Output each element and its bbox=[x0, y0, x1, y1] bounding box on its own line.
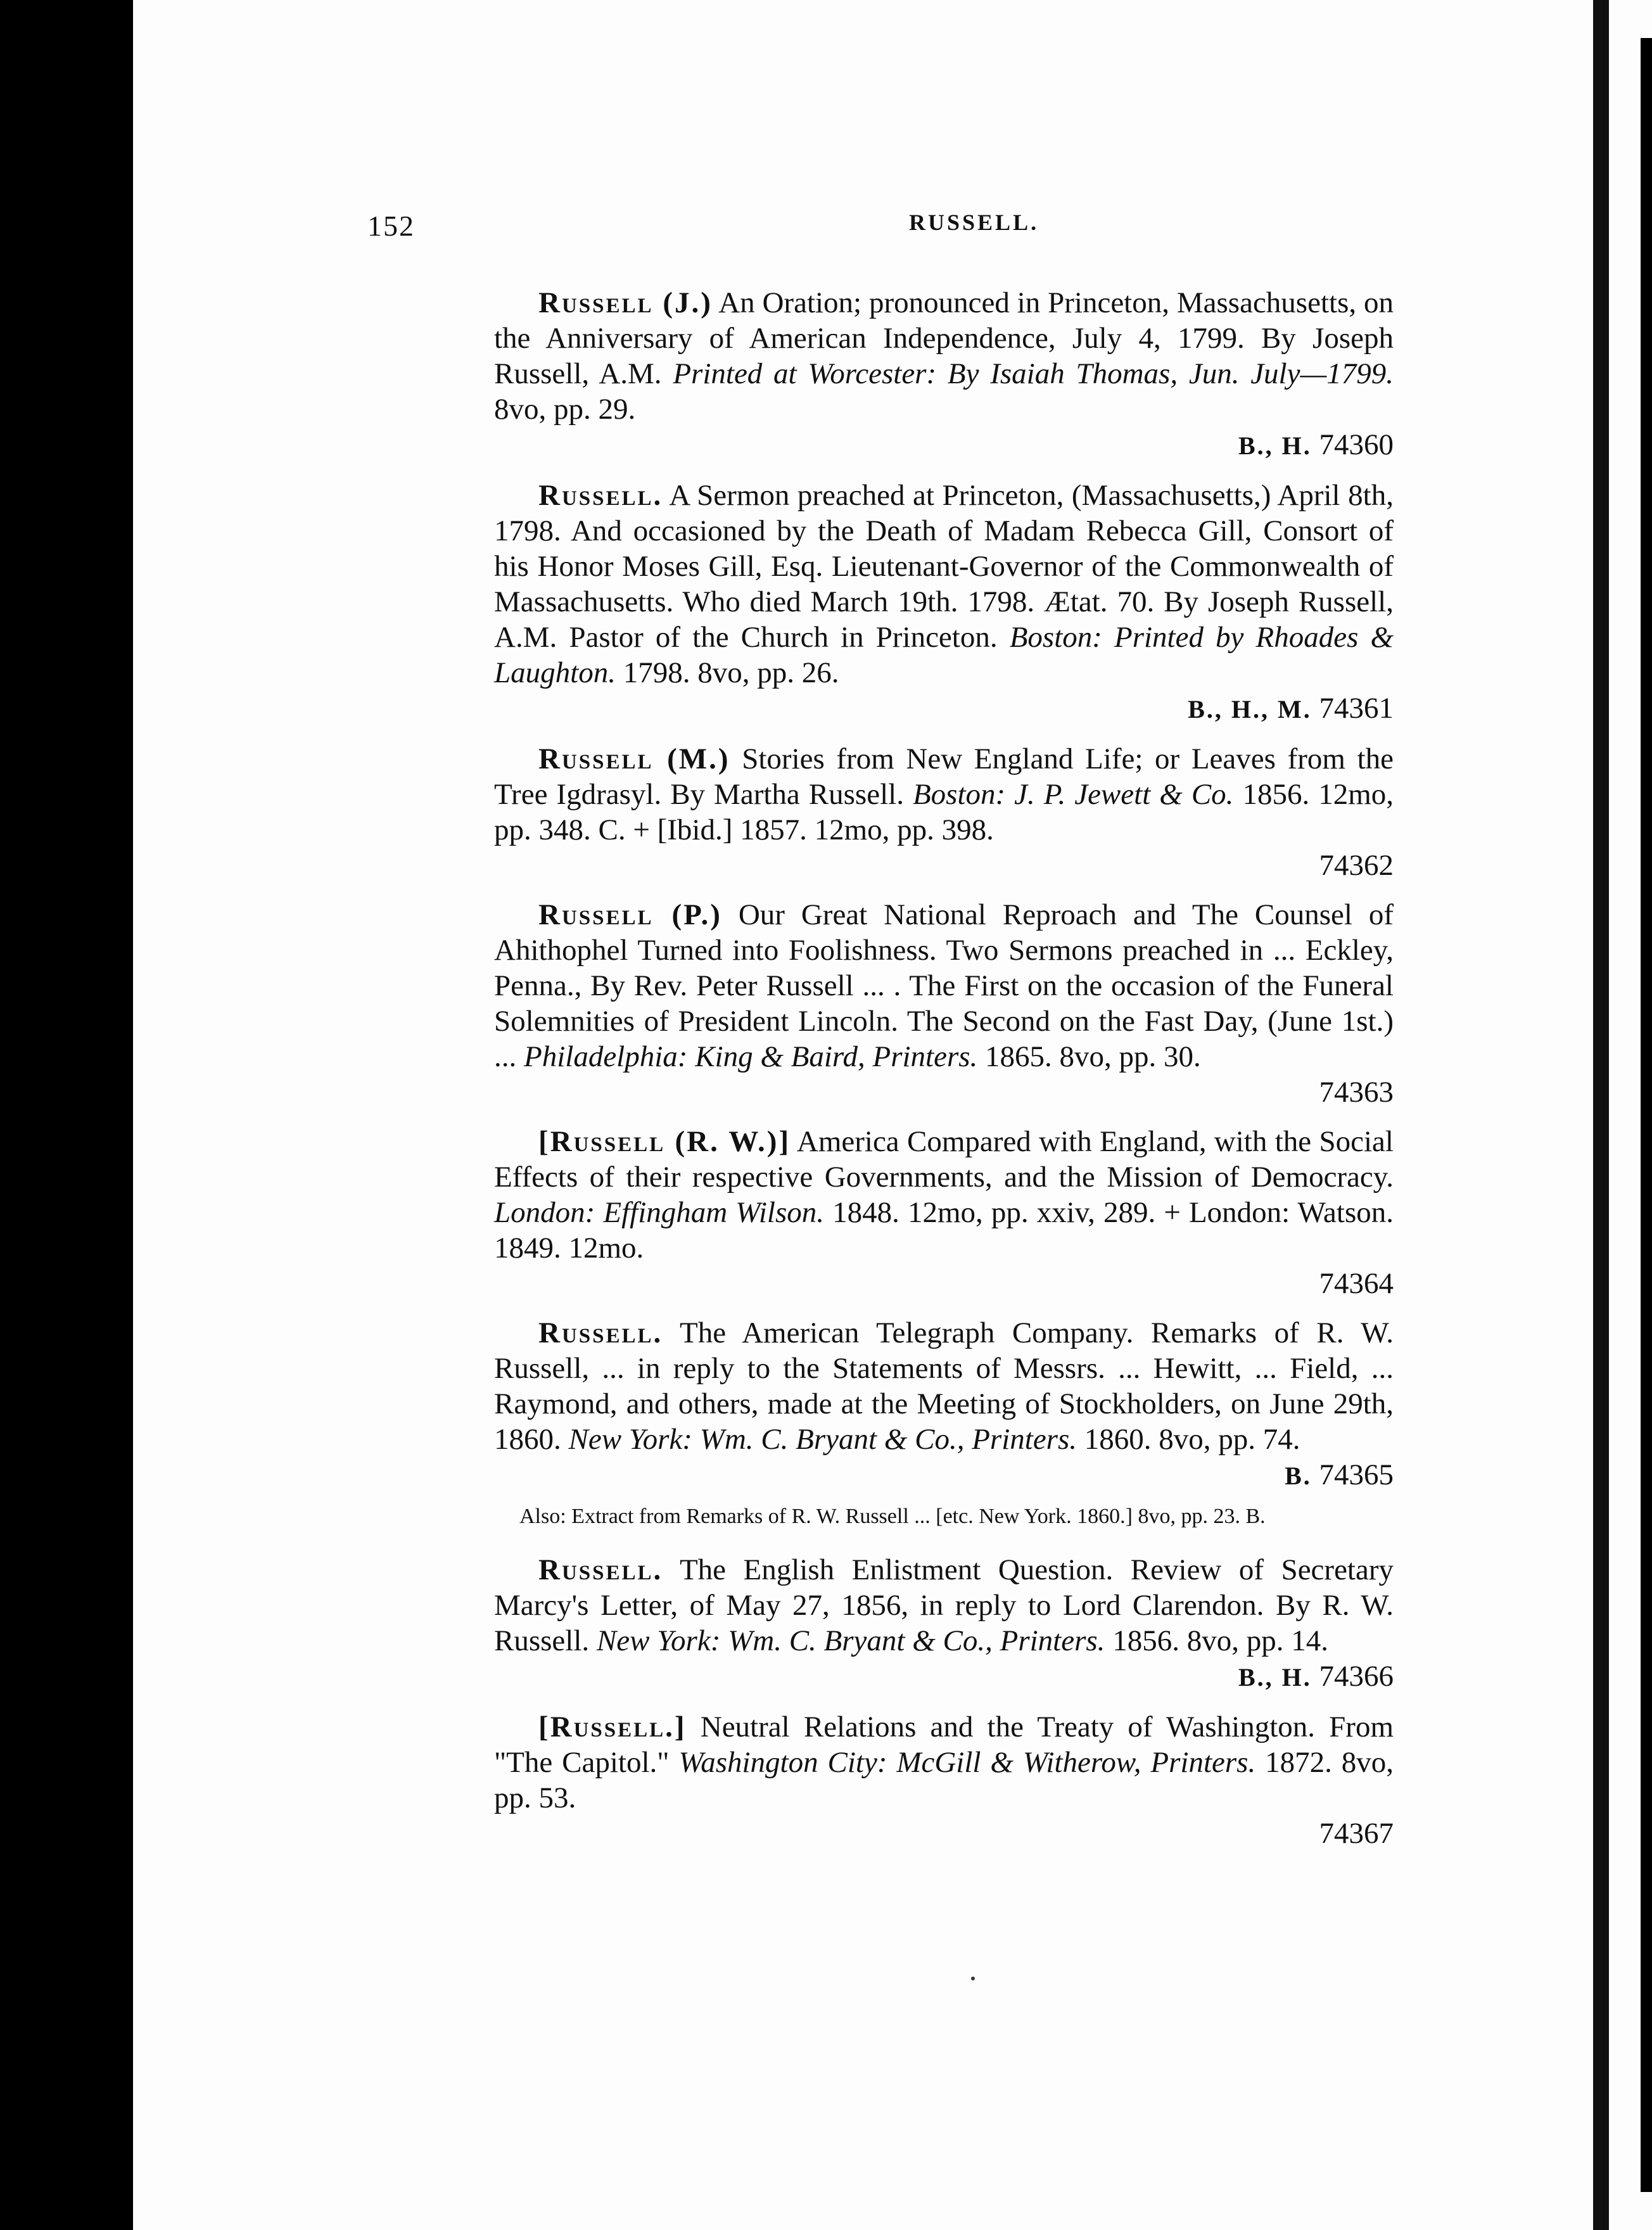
entry-lead: Russell. bbox=[538, 1553, 663, 1586]
entry-74366 bbox=[494, 1552, 1394, 1695]
entry-title: An Oration; pronounced in Princeton, Massachusetts, on the Anniversary of American Independence, July 4, 1799. By Joseph Russell, A.M. bbox=[494, 286, 1394, 390]
entry-imprint: New York: Wm. C. Bryant & Co., Printers. bbox=[568, 1423, 1077, 1456]
entry-imprint: London: Effingham Wilson. bbox=[494, 1196, 825, 1229]
entry-locations: B., H. bbox=[1238, 1663, 1312, 1692]
entry-format: 8vo, pp. 29. bbox=[494, 393, 636, 426]
entry-lead: [Russell.] bbox=[538, 1711, 687, 1743]
entry-74363 bbox=[494, 897, 1394, 1110]
entry-title: Neutral Relations and the Treaty of Washington. From "The Capitol." bbox=[494, 1711, 1394, 1779]
facing-page-border bbox=[1641, 38, 1652, 2192]
entry-number: 74362 bbox=[1319, 849, 1394, 882]
entry-imprint: New York: Wm. C. Bryant & Co., Printers. bbox=[596, 1624, 1105, 1657]
entry-format: 1856. 12mo, pp. 348. C. + [Ibid.] 1857. 12mo, pp. 398. bbox=[494, 778, 1394, 846]
entry-title: Stories from New England Life; or Leaves from the Tree Igdrasyl. By Martha Russell. bbox=[494, 742, 1394, 811]
entry-title: The English Enlistment Question. Review of Secretary Marcy's Letter, of May 27, 1856, in reply to Lord Clarendon. By R. W. Russell. bbox=[494, 1553, 1394, 1657]
entry-title: A Sermon preached at Princeton, (Massachusetts,) April 8th, 1798. And occasioned by the Death of Madam Rebecca Gill, Consort of his Honor Moses Gill, Esq. Lieutenant-Governor of the Commonwealth of Massachusetts. Who died March 19th. 1798. Ætat. 70. By Joseph Russell, A.M. Pastor of the Church in Princeton. bbox=[494, 479, 1394, 654]
entry-number: 74363 bbox=[1319, 1076, 1394, 1109]
entry-lead: Russell. bbox=[538, 479, 663, 512]
entry-locations: B., H. bbox=[1238, 431, 1312, 460]
entry-number: 74360 bbox=[1319, 428, 1394, 461]
entry-74361 bbox=[494, 478, 1394, 727]
entry-74365 bbox=[494, 1315, 1394, 1494]
entry-74364 bbox=[494, 1124, 1394, 1301]
entry-lead: Russell (J.) bbox=[538, 286, 713, 319]
entry-format: 1848. 12mo, pp. xxiv, 289. + London: Watson. 1849. 12mo. bbox=[494, 1196, 1394, 1265]
bibliography-entries bbox=[494, 285, 1394, 1865]
entry-format: 1856. 8vo, pp. 14. bbox=[1112, 1624, 1328, 1657]
entry-imprint: Boston: Printed by Rhoades & Laughton. bbox=[494, 621, 1394, 689]
print-speck bbox=[971, 1977, 975, 1980]
entry-number: 74365 bbox=[1319, 1458, 1394, 1491]
entry-number: 74361 bbox=[1319, 692, 1394, 725]
entry-locations: B. bbox=[1285, 1462, 1312, 1490]
entry-format: 1865. 8vo, pp. 30. bbox=[985, 1040, 1201, 1073]
entry-title: Our Great National Reproach and The Counsel of Ahithophel Turned into Foolishness. Two Sermons preached in ... Eckley, Penna., By Rev. Peter Russell ... . The First on the occasion of the Funeral Solemnities of President Lincoln. The Second on the Fast Day, (June 1st.) ... bbox=[494, 898, 1394, 1073]
entry-note: Also: Extract from Remarks of R. W. Russell ... [etc. New York. 1860.] 8vo, pp. 23. B. bbox=[519, 1505, 1266, 1528]
entry-number: 74366 bbox=[1319, 1660, 1394, 1693]
entry-format: 1872. 8vo, pp. 53. bbox=[494, 1746, 1394, 1814]
entry-imprint: Printed at Worcester: By Isaiah Thomas, Jun. July—1799. bbox=[673, 357, 1394, 390]
entry-format: 1860. 8vo, pp. 74. bbox=[1084, 1423, 1300, 1456]
entry-lead: [Russell (R. W.)] bbox=[538, 1125, 791, 1158]
entry-locations: B., H., M. bbox=[1188, 695, 1312, 723]
running-head: RUSSELL. bbox=[909, 210, 1039, 235]
entry-imprint: Boston: J. P. Jewett & Co. bbox=[912, 778, 1234, 811]
entry-74362 bbox=[494, 741, 1394, 883]
entry-imprint: Philadelphia: King & Baird, Printers. bbox=[524, 1040, 978, 1073]
entry-lead: Russell (M.) bbox=[538, 742, 730, 775]
page-number: 152 bbox=[367, 210, 415, 242]
entry-imprint: Washington City: McGill & Witherow, Printers. bbox=[678, 1746, 1256, 1779]
entry-title: America Compared with England, with the Social Effects of their respective Governments, and the Mission of Democracy. bbox=[494, 1125, 1394, 1194]
entry-title: The American Telegraph Company. Remarks of R. W. Russell, ... in reply to the Statements of Messrs. ... Hewitt, ... Field, ... Raymond, and others, made at the Meeting of Stockholders, on June 29th, 1860. bbox=[494, 1316, 1394, 1456]
entry-number: 74367 bbox=[1319, 1817, 1394, 1850]
entry-format: 1798. 8vo, pp. 26. bbox=[623, 656, 839, 689]
entry-74367 bbox=[494, 1709, 1394, 1851]
entry-lead: Russell (P.) bbox=[538, 898, 722, 931]
entry-lead: Russell. bbox=[538, 1316, 663, 1349]
entry-74360 bbox=[494, 285, 1394, 464]
entry-number: 74364 bbox=[1319, 1267, 1394, 1300]
